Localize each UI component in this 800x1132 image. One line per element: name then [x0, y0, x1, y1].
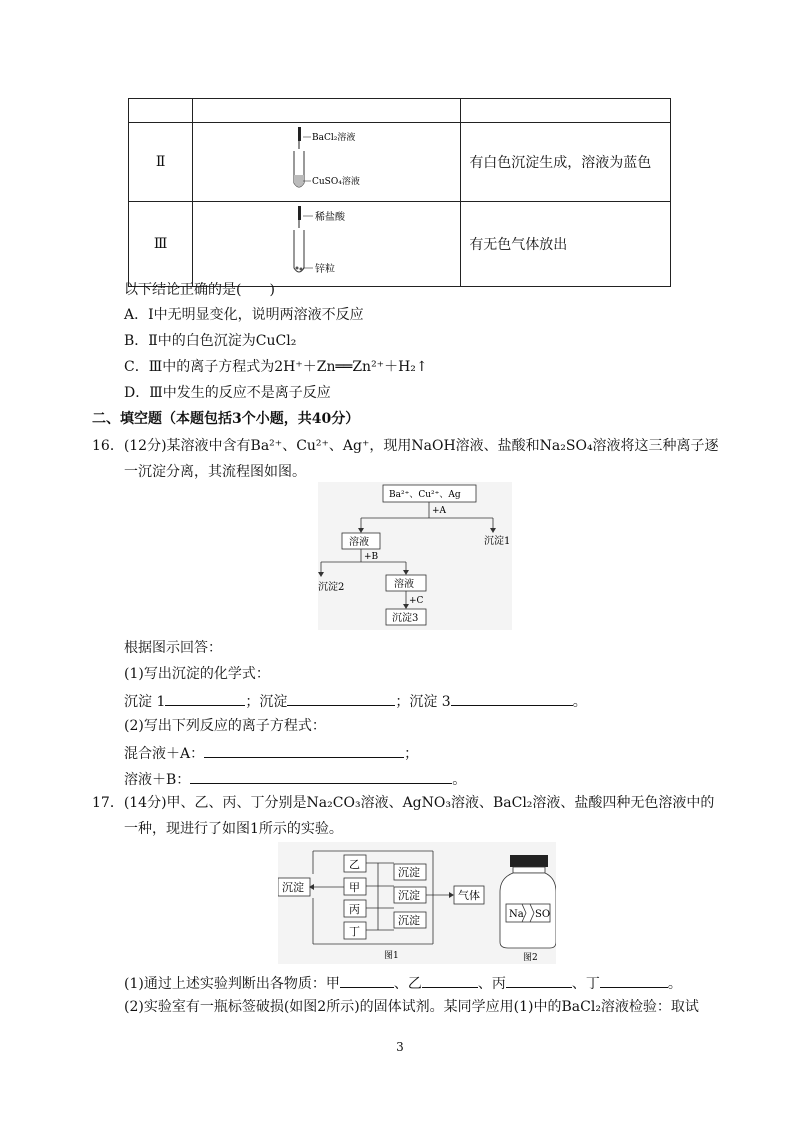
fig1-reagent-label: 丙 [349, 903, 360, 916]
answer-intro: 根据图示回答： [124, 640, 222, 656]
test-tube-diagram [193, 202, 460, 282]
blank-label: ；沉淀 3 [395, 694, 451, 710]
reagent-label: 稀盐酸 [315, 212, 346, 223]
blank-label: 、丁 [571, 976, 600, 992]
fig1-reagent-label: 乙 [349, 858, 360, 871]
blank-label: ；沉淀 [245, 694, 288, 710]
reagent-a-label: +A [432, 506, 447, 516]
blank-label: 溶液＋B： [124, 772, 191, 788]
experiment-table [128, 98, 671, 287]
option-c: C．Ⅲ中的离子方程式为2H⁺＋Zn══Zn²⁺＋H₂↑ [124, 359, 428, 375]
flow-precip1-label: 沉淀1 [484, 536, 511, 547]
option-a: A．Ⅰ中无明显变化，说明两溶液不反应 [124, 307, 364, 323]
phenomenon-cell [461, 99, 671, 123]
bottle-cap [510, 855, 548, 867]
question-17-text-cont: 一种，现进行了如图1所示的实验。 [124, 821, 343, 837]
answer-blank [451, 690, 573, 706]
reagent-label: 锌粒 [315, 264, 336, 275]
apparatus-cell [193, 99, 461, 123]
answer-line-identify [124, 972, 682, 994]
answer-blank [422, 972, 478, 988]
blank-label: 沉淀 1 [124, 694, 166, 710]
flowchart [318, 482, 512, 630]
test-tube-diagram [193, 123, 460, 197]
fig2-caption: 图2 [523, 953, 538, 963]
answer-line-mix-a [124, 742, 418, 764]
option-b: B．Ⅱ中的白色沉淀为CuCl₂ [124, 333, 297, 349]
fig1-caption: 图1 [384, 951, 399, 961]
section-heading: 二、填空题（本题包括3个小题，共40分） [92, 411, 360, 427]
blank-label: ； [404, 746, 419, 762]
phenomenon-cell: 有无色气体放出 [461, 202, 671, 287]
question-17-text: 17．(14分)甲、乙、丙、丁分别是Na₂CO₃溶液、AgNO₃溶液、BaCl₂溶液、盐酸四种无色溶液中的 [92, 795, 715, 811]
fig1-result-label: 沉淀 [398, 914, 420, 927]
question-16-text: 16．(12分)某溶液中含有Ba²⁺、Cu²⁺、Ag⁺，现用NaOH溶液、盐酸和Na₂SO₄溶液将这三种离子逐 [92, 438, 719, 454]
table-row [129, 99, 671, 123]
flow-solution-label: 溶液 [349, 537, 369, 548]
label-text-left: Na [509, 909, 524, 920]
fig1-precip-label: 沉淀 [282, 881, 304, 894]
phenomenon-cell: 有白色沉淀生成，溶液为蓝色 [461, 123, 671, 202]
flow-solution2-label: 溶液 [394, 579, 414, 590]
flow-top-label: Ba²⁺、Cu²⁺、Ag [389, 490, 461, 500]
answer-blank [204, 742, 404, 758]
apparatus-cell [193, 123, 461, 202]
answer-blank [340, 972, 394, 988]
subquestion-2: (2)写出下列反应的离子方程式： [124, 718, 326, 734]
subquestion-17-2: (2)实验室有一瓶标签破损(如图2所示)的固体试剂。某同学应用(1)中的BaCl₂溶液检验：取试 [124, 999, 699, 1015]
answer-blank [600, 972, 668, 988]
flow-precip3-label: 沉淀3 [392, 613, 419, 624]
question-stem: 以下结论正确的是( ) [124, 282, 275, 298]
blank-label: 、丙 [477, 976, 506, 992]
blank-label: 。 [667, 976, 682, 992]
blank-label: 。 [572, 694, 587, 710]
answer-line-precipitates [124, 690, 587, 712]
table-row [129, 123, 671, 202]
reagent-label: BaCl₂溶液 [312, 133, 356, 143]
blank-label: 、乙 [393, 976, 422, 992]
apparatus-cell [193, 202, 461, 287]
label-text-right: SO [535, 909, 551, 920]
blank-label: 混合液＋A： [124, 746, 205, 762]
subquestion-1: (1)写出沉淀的化学式： [124, 666, 270, 682]
experiment-figures [278, 842, 556, 964]
reagent-c-label: +C [409, 596, 424, 606]
fig1-reagent-label: 丁 [349, 925, 360, 938]
fig1-gas-label: 气体 [458, 889, 480, 902]
fig1-result-label: 沉淀 [398, 889, 420, 902]
answer-blank [190, 768, 452, 784]
row-number: Ⅲ [129, 202, 193, 287]
reagent-label: CuSO₄溶液 [312, 177, 361, 187]
answer-blank [506, 972, 572, 988]
reagent-b-label: +B [364, 552, 379, 562]
answer-line-solution-b [124, 768, 466, 790]
row-number: Ⅱ [129, 123, 193, 202]
fig1-result-label: 沉淀 [398, 866, 420, 879]
page-number: 3 [396, 1040, 404, 1054]
blank-label: (1)通过上述实验判断出各物质：甲 [124, 976, 340, 992]
fig1-reagent-label: 甲 [349, 881, 360, 894]
row-number [129, 99, 193, 123]
flow-precip2-label: 沉淀2 [318, 582, 345, 593]
answer-blank [165, 690, 245, 706]
table-row [129, 202, 671, 287]
question-16-text-cont: 一沉淀分离，其流程图如图。 [124, 464, 306, 480]
blank-label: 。 [452, 772, 467, 788]
option-d: D．Ⅲ中发生的反应不是离子反应 [124, 385, 331, 401]
answer-blank [287, 690, 395, 706]
